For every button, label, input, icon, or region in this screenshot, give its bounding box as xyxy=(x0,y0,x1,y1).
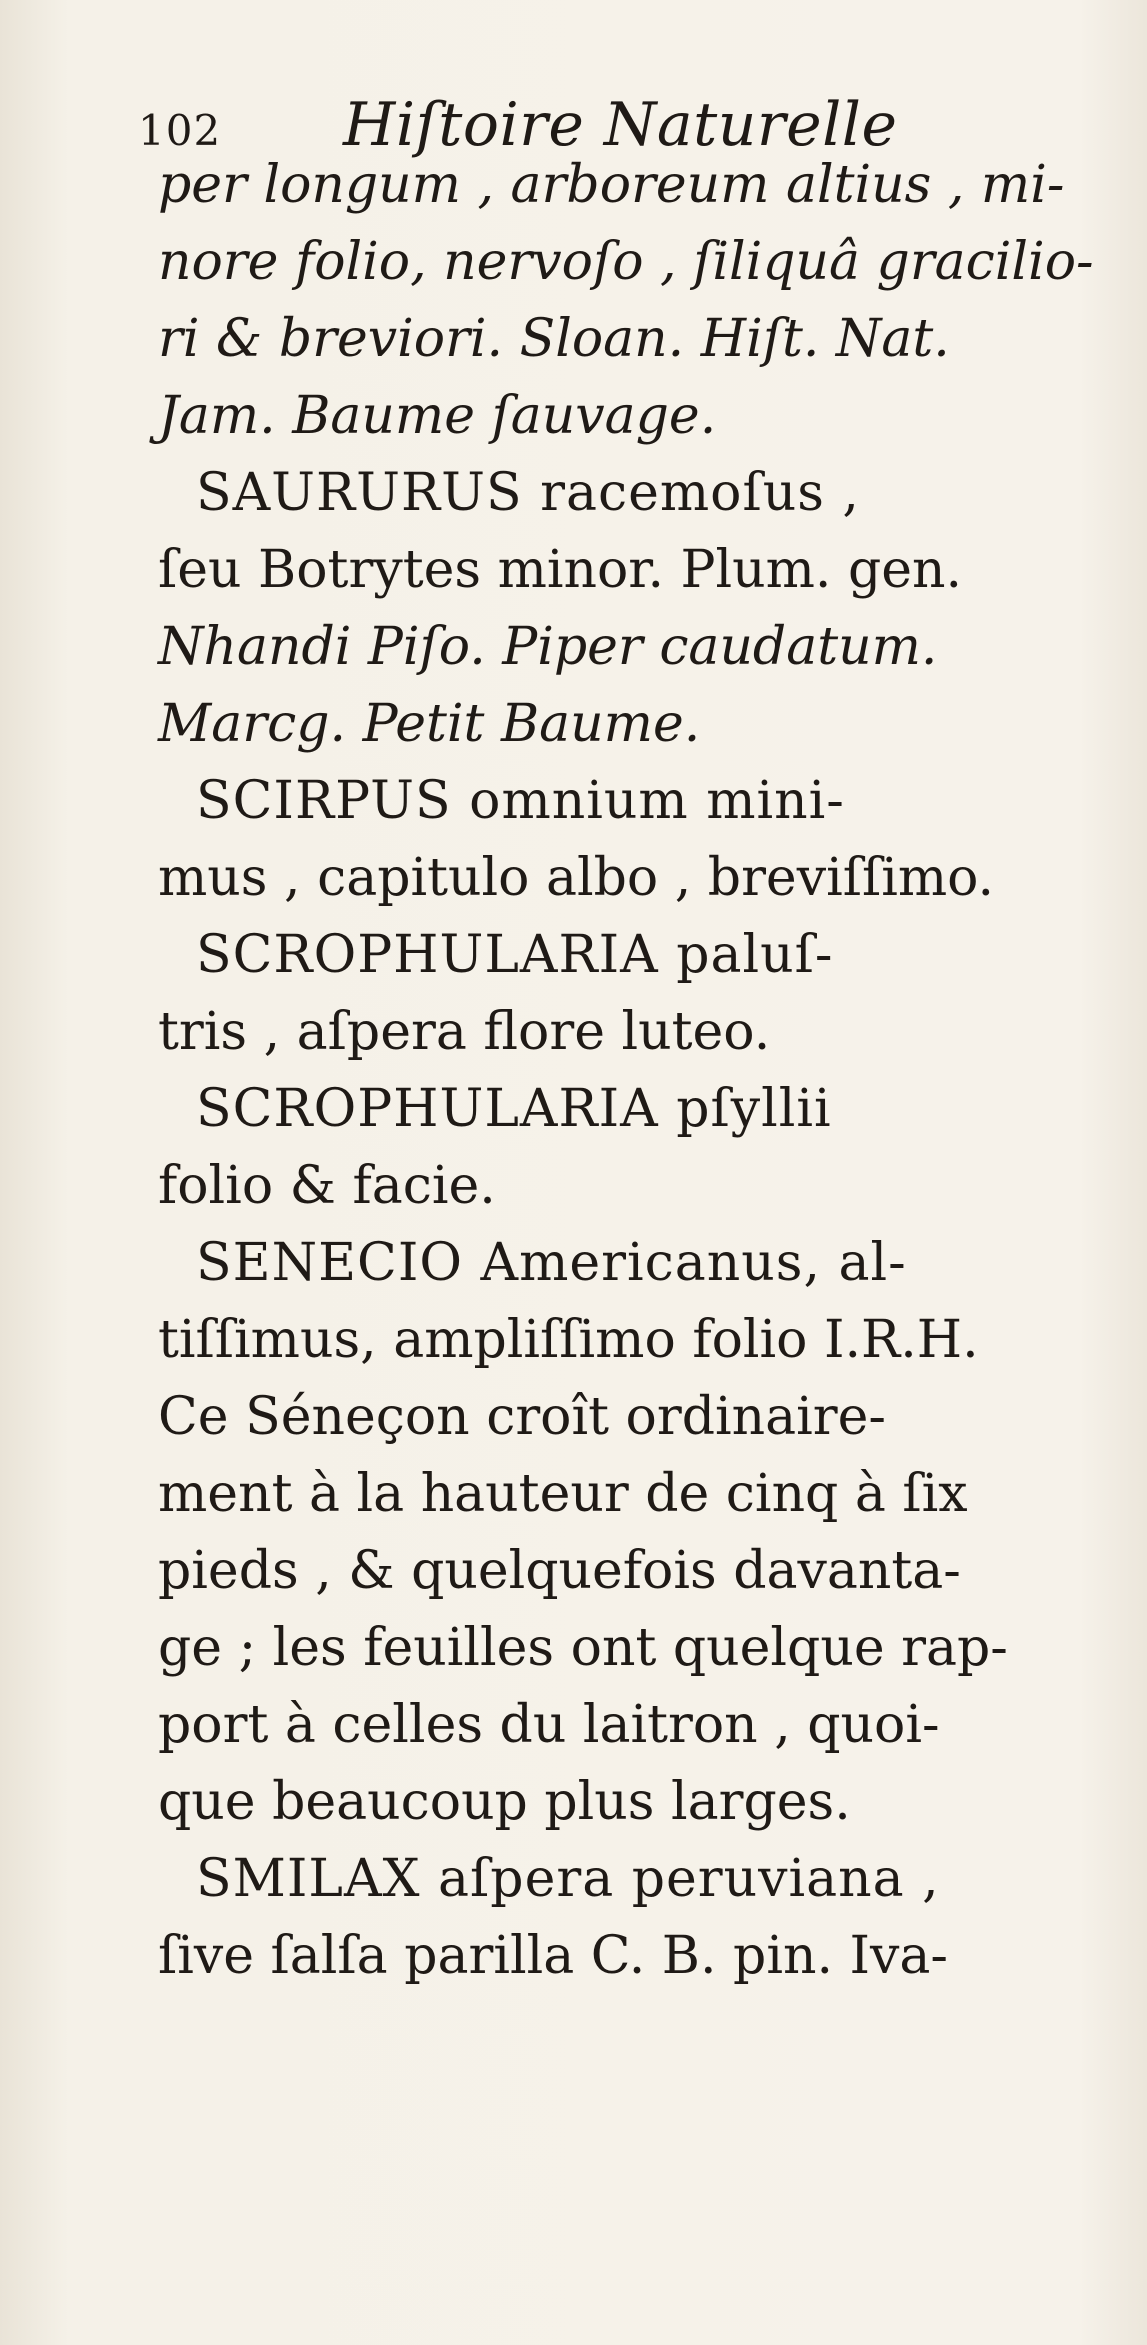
entry-scrophularia-palustris: SCROPHULARIA paluſ- xyxy=(196,925,834,985)
text-line: ment à la hauteur de cinq à ſix xyxy=(158,1464,968,1524)
text-line: mus , capitulo albo , breviſſimo. xyxy=(158,848,995,908)
text-line: Nhandi Piſo. Piper caudatum. xyxy=(158,617,938,677)
entry-scirpus: SCIRPUS omnium mini- xyxy=(196,771,845,831)
text-line: folio & facie. xyxy=(158,1156,496,1216)
text-line: nore folio, nervoſo , ſiliquâ gracilio- xyxy=(158,232,1094,292)
page-header xyxy=(138,88,1018,158)
running-title: Hiſtoire Naturelle xyxy=(343,90,898,160)
entry-saururus: SAURURUS racemoſus , xyxy=(196,463,860,523)
text-line: per longum , arboreum altius , mi- xyxy=(158,155,1065,215)
text-line: ge ; les feuilles ont quelque rap- xyxy=(158,1618,1008,1678)
text-line: Ce Séneçon croît ordinaire- xyxy=(158,1387,886,1447)
entry-scrophularia-psyllii: SCROPHULARIA pſyllii xyxy=(196,1079,832,1139)
entry-smilax: SMILAX aſpera peruviana , xyxy=(196,1849,940,1909)
text-line: tris , aſpera flore luteo. xyxy=(158,1002,771,1062)
text-line: ſeu Botrytes minor. Plum. gen. xyxy=(158,540,963,600)
text-line: ſive ſalſa parilla C. B. pin. Iva- xyxy=(158,1926,949,1986)
text-line: Jam. Baume ſauvage. xyxy=(158,386,717,446)
text-line: pieds , & quelquefois davanta- xyxy=(158,1541,961,1601)
text-line: port à celles du laitron , quoi- xyxy=(158,1695,940,1755)
text-line: ri & breviori. Sloan. Hiſt. Nat. xyxy=(158,309,950,369)
text-line: Marcg. Petit Baume. xyxy=(158,694,701,754)
text-line: que beaucoup plus larges. xyxy=(158,1772,851,1832)
page-number: 102 xyxy=(138,106,222,155)
text-line: tiſſimus, ampliſſimo folio I.R.H. xyxy=(158,1310,979,1370)
entry-senecio: SENECIO Americanus, al- xyxy=(196,1233,907,1293)
